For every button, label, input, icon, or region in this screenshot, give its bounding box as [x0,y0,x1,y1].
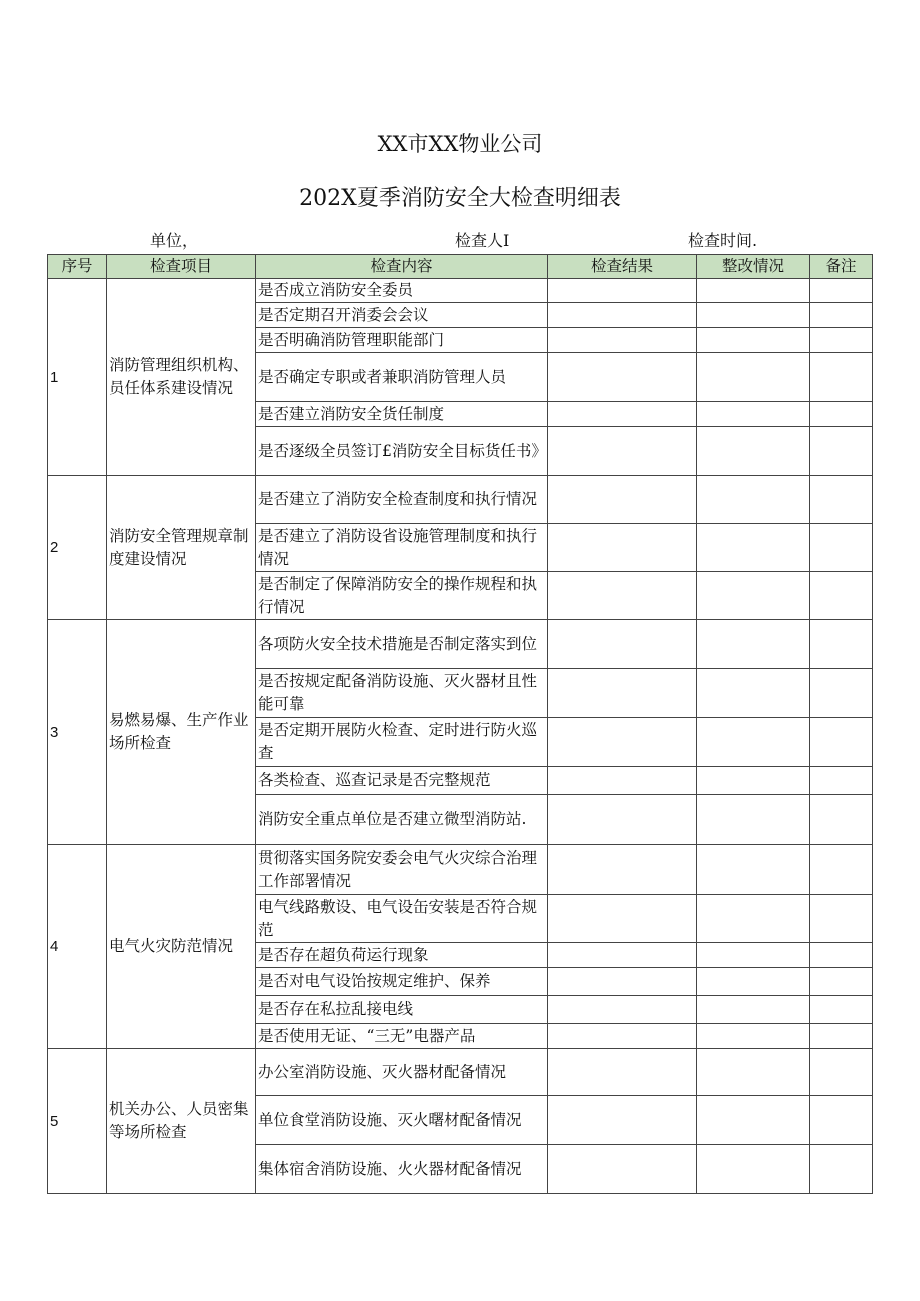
rectification-cell[interactable] [697,1024,810,1049]
remarks-cell[interactable] [810,572,873,620]
rectification-cell[interactable] [697,968,810,996]
rectification-cell[interactable] [697,427,810,476]
table-row [48,279,873,303]
remarks-cell[interactable] [810,402,873,427]
rectification-cell[interactable] [697,328,810,353]
section-item: 消防安全管理规章制度建设情况 [107,476,256,620]
result-cell[interactable] [548,1096,697,1145]
remarks-cell[interactable] [810,620,873,669]
rectification-cell[interactable] [697,1096,810,1145]
check-content: 各类检查、巡查记录是否完整规范 [256,767,548,795]
rectification-cell[interactable] [697,718,810,767]
table-header-row [48,255,873,279]
result-cell[interactable] [548,968,697,996]
section-item: 机关办公、人员密集等场所检查 [107,1049,256,1194]
rectification-cell[interactable] [697,767,810,795]
section-number: 4 [48,845,107,1049]
check-content: 电气线路敷设、电气设缶安装是否符合规范 [256,895,548,943]
remarks-cell[interactable] [810,996,873,1024]
section-number: 1 [48,279,107,476]
table-row [48,1049,873,1096]
remarks-cell[interactable] [810,943,873,968]
rectification-cell[interactable] [697,669,810,718]
remarks-cell[interactable] [810,303,873,328]
column-header-rectification: 整改情况 [697,255,810,279]
result-cell[interactable] [548,620,697,669]
column-header-result: 检查结果 [548,255,697,279]
check-content: 贯彻落实国务院安委会电气火灾综合治理工作部署情况 [256,845,548,895]
remarks-cell[interactable] [810,795,873,845]
column-header-item: 检查项目 [107,255,256,279]
column-header-seq: 序号 [48,255,107,279]
company-name: XX市XX物业公司 [377,132,543,156]
rectification-cell[interactable] [697,895,810,943]
check-content: 各项防火安全技术措施是否制定落实到位 [256,620,548,669]
check-content: 是否成立消防安全委员 [256,279,548,303]
check-content: 是否使用无证、“三无”电器产品 [256,1024,548,1049]
check-content: 集体宿舍消防设施、火火器材配备情况 [256,1145,548,1194]
remarks-cell[interactable] [810,895,873,943]
result-cell[interactable] [548,353,697,402]
rectification-cell[interactable] [697,279,810,303]
column-header-content: 检查内容 [256,255,548,279]
check-content: 是否存在超负荷运行现象 [256,943,548,968]
remarks-cell[interactable] [810,279,873,303]
remarks-cell[interactable] [810,767,873,795]
result-cell[interactable] [548,476,697,524]
remarks-cell[interactable] [810,718,873,767]
check-content: 是否明确消防管理职能部门 [256,328,548,353]
rectification-cell[interactable] [697,996,810,1024]
remarks-cell[interactable] [810,328,873,353]
remarks-cell[interactable] [810,524,873,572]
check-content: 是否按规定配备消防设施、灭火器材且性能可靠 [256,669,548,718]
check-content: 是否逐级全员签订£消防安全目标货任书》 [256,427,548,476]
rectification-cell[interactable] [697,353,810,402]
check-content: 是否确定专职或者兼职消防管理人员 [256,353,548,402]
result-cell[interactable] [548,572,697,620]
remarks-cell[interactable] [810,353,873,402]
remarks-cell[interactable] [810,1024,873,1049]
result-cell[interactable] [548,996,697,1024]
rectification-cell[interactable] [697,572,810,620]
result-cell[interactable] [548,1024,697,1049]
remarks-cell[interactable] [810,968,873,996]
remarks-cell[interactable] [810,1096,873,1145]
remarks-cell[interactable] [810,845,873,895]
check-content: 是否对电气设饴按规定维护、保养 [256,968,548,996]
column-header-remarks: 备注 [810,255,873,279]
section-item: 易燃易爆、生产作业场所检查 [107,620,256,845]
result-cell[interactable] [548,279,697,303]
check-content: 是否建立消防安全货任制度 [256,402,548,427]
check-content: 办公室消防设施、灭火器材配备情况 [256,1049,548,1096]
rectification-cell[interactable] [697,1049,810,1096]
rectification-cell[interactable] [697,524,810,572]
rectification-cell[interactable] [697,845,810,895]
table-row [48,845,873,895]
rectification-cell[interactable] [697,402,810,427]
inspection-table [47,254,873,1194]
result-cell[interactable] [548,1145,697,1194]
result-cell[interactable] [548,718,697,767]
result-cell[interactable] [548,328,697,353]
remarks-cell[interactable] [810,427,873,476]
table-row [48,476,873,524]
rectification-cell[interactable] [697,1145,810,1194]
rectification-cell[interactable] [697,795,810,845]
result-cell[interactable] [548,303,697,328]
result-cell[interactable] [548,1049,697,1096]
remarks-cell[interactable] [810,1145,873,1194]
check-content: 消防安全重点单位是否建立微型消防站. [256,795,548,845]
check-content: 是否制定了保障消防安全的操作规程和执行情况 [256,572,548,620]
inspection-time-label: 检查时间. [688,231,758,250]
check-content: 单位食堂消防设施、灭火曙材配备情况 [256,1096,548,1145]
check-content: 是否定期开展防火检查、定时进行防火巡查 [256,718,548,767]
remarks-cell[interactable] [810,1049,873,1096]
rectification-cell[interactable] [697,620,810,669]
section-item: 消防管理组织机构、员任体系建设情况 [107,279,256,476]
check-content: 是否存在私拉乱接电线 [256,996,548,1024]
check-content: 是否建立了消防设省设施管理制度和执行情况 [256,524,548,572]
check-content: 是否建立了消防安全检查制度和执行情况 [256,476,548,524]
remarks-cell[interactable] [810,669,873,718]
rectification-cell[interactable] [697,476,810,524]
check-content: 是否定期召开消委会会议 [256,303,548,328]
result-cell[interactable] [548,427,697,476]
section-item: 电气火灾防范情况 [107,845,256,1049]
rectification-cell[interactable] [697,303,810,328]
result-cell[interactable] [548,845,697,895]
result-cell[interactable] [548,767,697,795]
rectification-cell[interactable] [697,943,810,968]
section-number: 3 [48,620,107,845]
result-cell[interactable] [548,795,697,845]
remarks-cell[interactable] [810,476,873,524]
result-cell[interactable] [548,524,697,572]
table-row [48,620,873,669]
result-cell[interactable] [548,402,697,427]
section-number: 5 [48,1049,107,1194]
unit-label: 单位， [150,231,199,250]
result-cell[interactable] [548,895,697,943]
result-cell[interactable] [548,943,697,968]
inspector-label: 检查人I [455,231,510,250]
section-number: 2 [48,476,107,620]
document-title: 202X夏季消防安全大检查明细表 [299,186,621,211]
result-cell[interactable] [548,669,697,718]
